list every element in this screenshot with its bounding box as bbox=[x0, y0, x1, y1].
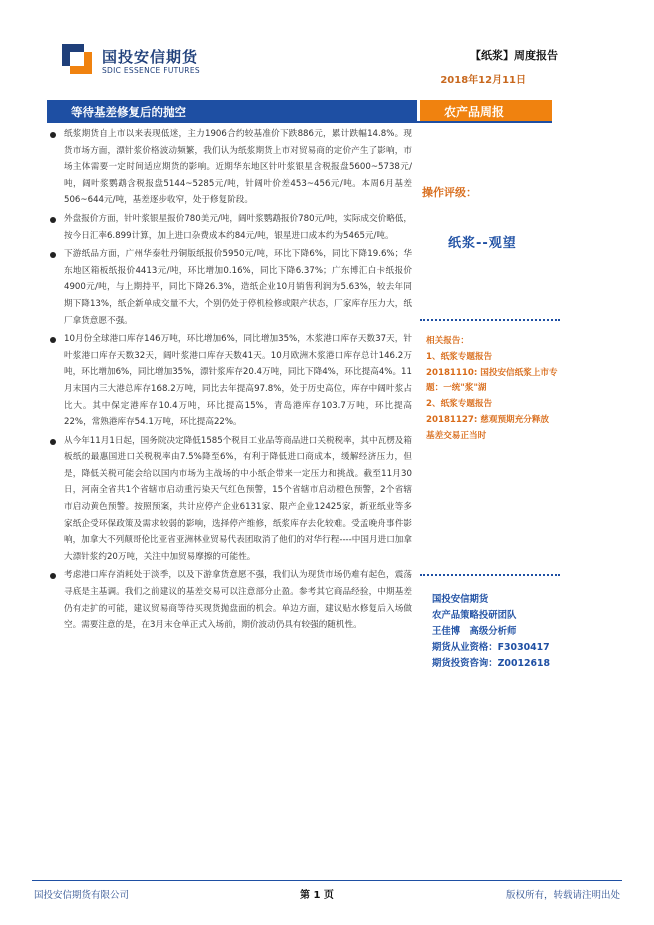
analyst-name: 王佳博 高级分析师 bbox=[432, 626, 517, 637]
bullet-icon bbox=[50, 132, 56, 138]
related-reports-header: 相关报告： bbox=[426, 336, 469, 346]
logo-mark-icon bbox=[62, 44, 96, 74]
bullet-icon bbox=[50, 217, 56, 223]
bullet-icon bbox=[50, 252, 56, 258]
paragraph-4: 10月份全球港口库存146万吨，环比增加6%，同比增加35%，木浆港口库存天数37天，针叶浆港口库存天数32天，阔叶浆港口库存天数41天。10月欧洲木浆港口库存总计146.2万吨，环比增加6%，同比增加35%，漂针浆库存20.4万吨，同比下降4%，环比提高4%。11月末国内三大港总库存168.2万吨，同比去年提高97.8%，处于历史高位，库存中阔叶浆占比大。其中保定港库存10.4万吨，环比提高15%，青岛港库存103.7万吨，环比提高22%，常熟港库存54.1万吨，环比提高22%。 bbox=[50, 331, 412, 431]
paragraph-1: 纸浆期货自上市以来表现低迷，主力1906合约较基准价下跌886元，累计跌幅14.8%。现货市场方面，漂针浆价格波动频繁，我们认为纸浆期货上市对贸易商的定价产生了影响，市场主体需要一定时间适应期货的影响。近期华东地区针叶浆银星含税报盘5600~5738元/吨，阔叶浆鹦鹉含税报盘5144~5285元/吨，针阔叶价差453~456元/吨。本周6月基差506~644元/吨，基差逐步收窄，处于修复阶段。 bbox=[50, 126, 412, 209]
analyst-license: 期货从业资格：F3030417 bbox=[432, 642, 550, 653]
footer-copyright: 版权所有，转载请注明出处 bbox=[505, 890, 620, 901]
bullet-icon bbox=[50, 439, 56, 445]
team-company: 国投安信期货 bbox=[432, 594, 489, 605]
report-title-bar bbox=[47, 100, 417, 122]
company-logo bbox=[62, 40, 202, 80]
related-report-item: 1、纸浆专题报告 bbox=[426, 351, 493, 362]
report-date: 2018年12月11日 bbox=[440, 75, 526, 86]
rating-value: 纸浆--观望 bbox=[448, 236, 517, 251]
section-bar bbox=[420, 100, 552, 122]
paragraph-5: 从今年11月1日起，国务院决定降低1585个税目工业品等商品进口关税税率，其中瓦楞及箱板纸的最惠国进口关税税率由7.5%降至6%，有利于降低进口商成本，缓解经济压力，但是，降低关税可能会给以国内市场为主战场的中小纸企带来一定压力和挑战。截至11月30日，河南全省共1个省辖市启动重污染天气红色预警，15个省辖市启动橙色预警，2个省辖市启动黄色预警。按照预案，共计应停产企业6131家、限产企业12425家，新亚纸业等多家纸企受环保政策及需求较弱的影响，选择停产维修，纸浆库存去化较难。受孟晚舟事件影响，加拿大不列颠哥伦比亚省亚洲林业贸易代表团取消了他们的对华行程----中国月进口加拿大漂针浆约20万吨，关注中加贸易摩擦的可能性。 bbox=[50, 433, 412, 566]
team-name: 农产品策略投研团队 bbox=[432, 610, 517, 621]
paragraph-2: 外盘报价方面，针叶浆银星报价780美元/吨，阔叶浆鹦鹉报价780元/吨，实际成交价略低，按今日汇率6.899计算，加上进口杂费成本约84元/吨，银星进口成本约为5465元/吨。 bbox=[50, 211, 412, 244]
header-divider bbox=[47, 121, 552, 123]
report-title: 等待基差修复后的抛空 bbox=[71, 105, 186, 119]
sidebar-divider bbox=[420, 319, 560, 321]
page-number: 第 1 页 bbox=[300, 890, 334, 901]
footer-divider bbox=[32, 880, 622, 881]
related-report-item: 20181127: 慈观预期充分释放 基差交易正当时 bbox=[426, 414, 550, 441]
bullet-icon bbox=[50, 337, 56, 343]
research-team bbox=[420, 574, 560, 704]
analyst-consult-license: 期货投资咨询：Z0012618 bbox=[432, 658, 551, 669]
paragraph-6: 考虑港口库存消耗处于淡季，以及下游拿货意愿不强，我们认为现货市场仍难有起色，震荡寻底是主基调。我们之前建议的基差交易可以注意部分止盈。参考其它商品经验，中期基差仍有走扩的可能，建议贸易商等待买现货抛盘面的机会。单边方面，建议贴水修复后入场做空。需要注意的是，在3月末仓单正式入场前，期价波动仍具有较强的随机性。 bbox=[50, 567, 412, 633]
section-title: 农产品周报 bbox=[444, 105, 505, 119]
related-reports bbox=[426, 334, 558, 445]
company-name-en: SDIC ESSENCE FUTURES bbox=[102, 66, 200, 75]
rating-label: 操作评级： bbox=[422, 186, 477, 199]
related-report-item: 2、纸浆专题报告 bbox=[426, 399, 493, 410]
bullet-icon bbox=[50, 573, 56, 579]
related-report-item: 20181110: 国投安信纸浆上市专题：一统"浆"湖 bbox=[426, 367, 558, 394]
company-name-cn: 国投安信期货 bbox=[102, 48, 199, 66]
main-content bbox=[50, 126, 412, 636]
footer-company: 国投安信期货有限公司 bbox=[34, 890, 130, 901]
report-type: 【纸浆】周度报告 bbox=[470, 49, 558, 62]
paragraph-3: 下游纸品方面，广州华泰牡丹铜版纸报价5950元/吨，环比下降6%，同比下降19.6%；华东地区箱板纸报价4413元/吨，环比增加0.16%，同比下降6.37%；广东博汇白卡纸报价4900元/吨，与上期持平，同比下降26.3%，造纸企业10月销售利润为5.63%，较去年同期下降13%，纸企新单成交量不大，个别仍处于停机检修或限产状态，厂家库存压力大，纸厂拿货意愿不强。 bbox=[50, 246, 412, 329]
